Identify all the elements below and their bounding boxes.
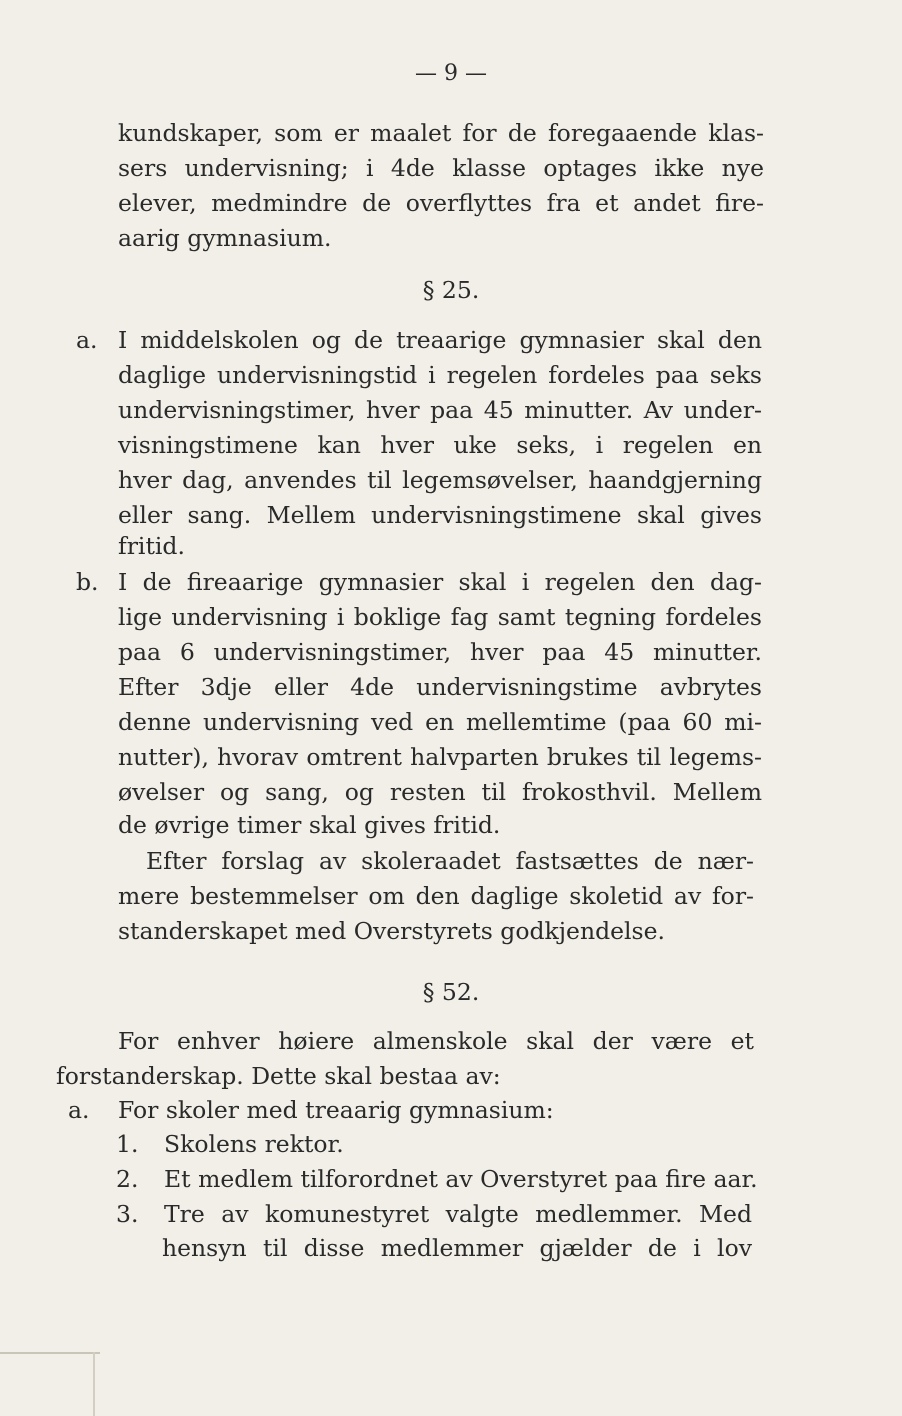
text-line: de øvrige timer skal gives fritid. xyxy=(118,811,501,839)
page-edge-line xyxy=(93,1352,95,1416)
text-line: mere bestemmelser om den daglige skoletid av for- xyxy=(118,882,754,910)
text-line: eller sang. Mellem undervisningstimene skal gives xyxy=(118,501,762,529)
text-line: sers undervisning; i 4de klasse optages ikke nye xyxy=(118,154,764,182)
text-line: nutter), hvorav omtrent halvparten brukes til legems- xyxy=(118,743,762,771)
text-line: I middelskolen og de treaarige gymnasier skal den xyxy=(118,326,762,354)
page-edge-line xyxy=(0,1352,100,1354)
text-line: visningstimene kan hver uke seks, i regelen en xyxy=(118,431,762,459)
text-line: I de fireaarige gymnasier skal i regelen den dag- xyxy=(118,568,762,596)
list-number: 3. xyxy=(116,1200,139,1228)
text-line: fritid. xyxy=(118,532,185,560)
text-line: daglige undervisningstid i regelen fordeles paa seks xyxy=(118,361,762,389)
text-line: Efter forslag av skoleraadet fastsættes de nær- xyxy=(146,847,754,875)
text-line: Skolens rektor. xyxy=(164,1130,344,1158)
text-line: standerskapet med Overstyrets godkjendelse. xyxy=(118,917,665,945)
text-line: kundskaper, som er maalet for de foregaaende klas- xyxy=(118,119,764,147)
text-line: lige undervisning i boklige fag samt tegning fordeles xyxy=(118,603,762,631)
text-line: aarig gymnasium. xyxy=(118,224,332,252)
text-line: Et medlem tilforordnet av Overstyret paa fire aar. xyxy=(164,1165,758,1193)
text-line: forstanderskap. Dette skal bestaa av: xyxy=(56,1062,501,1090)
list-marker: a. xyxy=(76,326,98,354)
text-line: hensyn til disse medlemmer gjælder de i lov xyxy=(162,1234,752,1262)
page-number: — 9 — xyxy=(415,61,487,86)
text-line: paa 6 undervisningstimer, hver paa 45 minutter. xyxy=(118,638,762,666)
text-line: elever, medmindre de overflyttes fra et andet fire- xyxy=(118,189,764,217)
text-line: Tre av komunestyret valgte medlemmer. Med xyxy=(164,1200,752,1228)
text-line: hver dag, anvendes til legemsøvelser, haandgjerning xyxy=(118,466,762,494)
text-line: denne undervisning ved en mellemtime (paa 60 mi- xyxy=(118,708,762,736)
text-line: undervisningstimer, hver paa 45 minutter. Av under- xyxy=(118,396,762,424)
list-number: 1. xyxy=(116,1130,139,1158)
text-line: øvelser og sang, og resten til frokosthvil. Mellem xyxy=(118,778,762,806)
list-marker: a. xyxy=(68,1096,90,1124)
list-marker: b. xyxy=(76,568,99,596)
section-heading: § 25. xyxy=(422,276,480,304)
list-number: 2. xyxy=(116,1165,139,1193)
section-heading: § 52. xyxy=(422,978,480,1006)
text-line: Efter 3dje eller 4de undervisningstime avbrytes xyxy=(118,673,762,701)
text-line: For enhver høiere almenskole skal der være et xyxy=(118,1027,754,1055)
text-line: For skoler med treaarig gymnasium: xyxy=(118,1096,554,1124)
